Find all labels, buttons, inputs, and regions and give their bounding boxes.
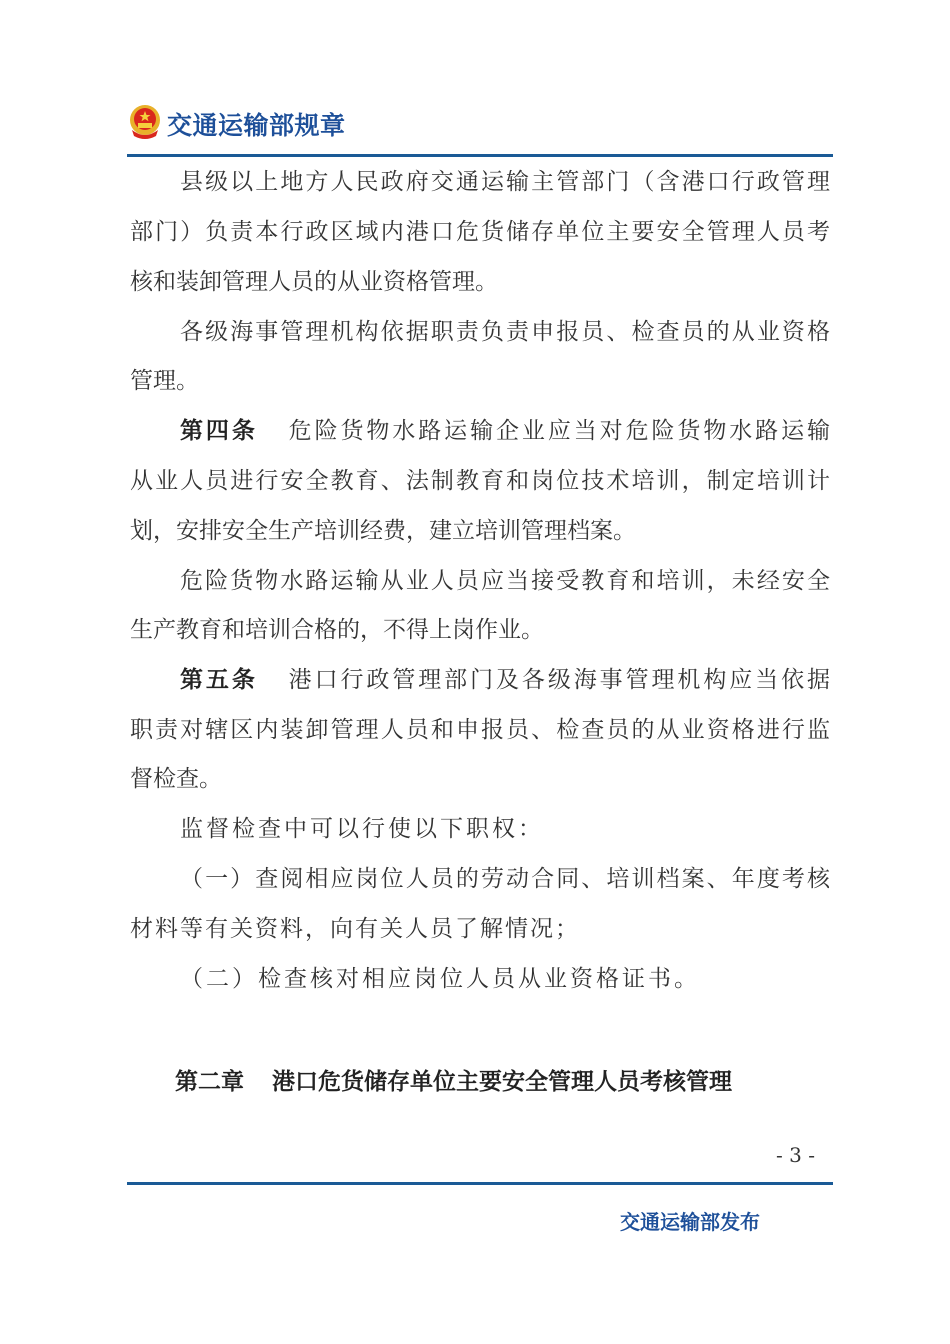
footer-publisher: 交通运输部发布 (620, 1210, 760, 1234)
body-line: 职责对辖区内装卸管理人员和申报员、检查员的从业资格进行监 (130, 717, 830, 743)
body-line: （一）查阅相应岗位人员的劳动合同、培训档案、年度考核 (180, 866, 830, 892)
body-line: 督检查。 (130, 766, 222, 792)
national-emblem-icon (128, 104, 162, 140)
body-line: 危险货物水路运输从业人员应当接受教育和培训，未经安全 (180, 568, 830, 594)
chapter-number: 第二章 (175, 1069, 244, 1095)
article-5-label: 第五条 (180, 667, 258, 693)
body-line: 生产教育和培训合格的，不得上岗作业。 (130, 617, 544, 643)
article-4-label: 第四条 (180, 418, 258, 444)
body-line: 港口行政管理部门及各级海事管理机构应当依据 (285, 667, 830, 693)
chapter-heading (175, 1063, 732, 1096)
header-title: 交通运输部规章 (167, 111, 346, 140)
body-line: 监督检查中可以行使以下职权： (180, 816, 544, 842)
body-line: 材料等有关资料，向有关人员了解情况； (130, 916, 580, 942)
chapter-title: 港口危货储存单位主要安全管理人员考核管理 (272, 1069, 732, 1095)
footer-divider (127, 1182, 833, 1185)
body-line: 各级海事管理机构依据职责负责申报员、检查员的从业资格 (180, 319, 830, 345)
page-number: - 3 - (776, 1143, 815, 1167)
body-line: 管理。 (130, 368, 199, 394)
body-line: 核和装卸管理人员的从业资格管理。 (130, 269, 498, 295)
body-line: 危险货物水路运输企业应当对危险货物水路运输 (285, 418, 830, 444)
header-divider (127, 154, 833, 157)
body-line: 从业人员进行安全教育、法制教育和岗位技术培训，制定培训计 (130, 468, 830, 494)
article-4-line (180, 416, 830, 446)
body-line: 划，安排安全生产培训经费，建立培训管理档案。 (130, 518, 636, 544)
body-line: 部门）负责本行政区域内港口危货储存单位主要安全管理人员考 (130, 219, 830, 245)
body-line: 县级以上地方人民政府交通运输主管部门（含港口行政管理 (180, 169, 830, 195)
body-line: （二）检查核对相应岗位人员从业资格证书。 (180, 966, 700, 992)
article-5-line (180, 665, 830, 695)
